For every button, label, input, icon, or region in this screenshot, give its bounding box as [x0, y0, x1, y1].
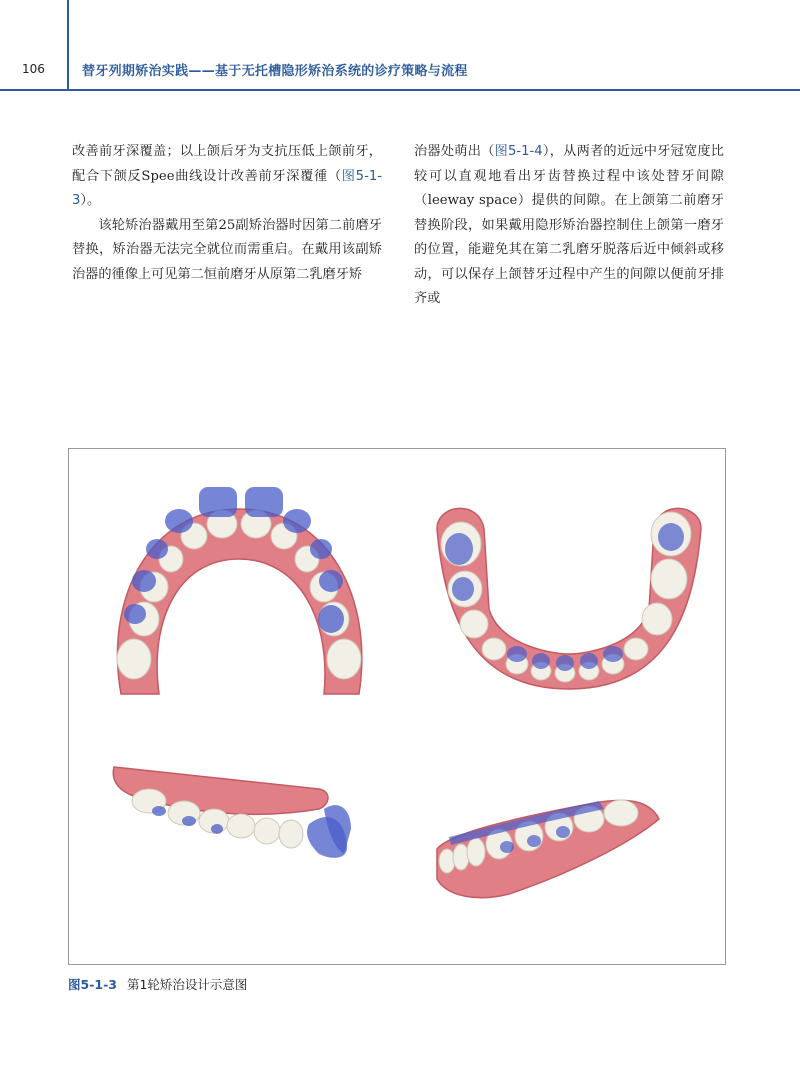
- figure-caption-text: 第1轮矫治设计示意图: [126, 977, 248, 992]
- page-number: 106: [22, 62, 45, 76]
- lower-arch-occlusal-view: [437, 508, 701, 689]
- paragraph-text: 改善前牙深覆盖；以上颌后牙为支抗压低上颌前牙，配合下颌反Spee曲线设计改善前牙深覆㣫（: [72, 144, 382, 184]
- figure-caption: [68, 975, 247, 993]
- dental-arch-illustration: [69, 449, 725, 964]
- paragraph: 该轮矫治器戴用至第25副矫治器时因第二前磨牙替换，矫治器无法完全就位而需重启。在戴用该副矫治器的㣫像上可见第二恒前磨牙从原第二乳磨牙矫: [72, 217, 382, 282]
- paragraph-text: ）。: [80, 193, 101, 208]
- figure-caption-label: 图5-1-3: [68, 977, 117, 992]
- running-title: 替牙列期矫治实践——基于无托槽隐形矫治系统的诊疗策略与流程: [82, 64, 468, 79]
- figure-reference-link[interactable]: 图5-1-3: [72, 168, 382, 208]
- upper-arch-lateral-view: [113, 767, 351, 858]
- paragraph-text: ），从两者的近远中牙冠宽度比较可以直观地看出牙齿替换过程中该处替牙间隙（leeway space）提供的间隙。在上颌第二前磨牙替换阶段，如果戴用隐形矫治器控制住上颌第一磨牙的位置，能避免其在第二乳磨牙脱落后近中倾斜或移动，可以保存上颌替牙过程中产生的间隙以便前牙排齐或: [414, 144, 724, 306]
- upper-arch-occlusal-view: [117, 487, 362, 694]
- paragraph-text: 治器处萌出（: [414, 144, 495, 159]
- header-vertical-rule: [67, 0, 69, 91]
- text-column-right: [414, 140, 724, 312]
- figure-dental-arches: [68, 448, 726, 965]
- paragraph: [72, 140, 382, 214]
- header-horizontal-rule: [0, 89, 800, 91]
- text-column-left: [72, 140, 382, 287]
- paragraph: [414, 140, 724, 312]
- figure-reference-link[interactable]: 图5-1-4: [494, 144, 543, 159]
- lower-arch-lateral-view: [437, 800, 659, 898]
